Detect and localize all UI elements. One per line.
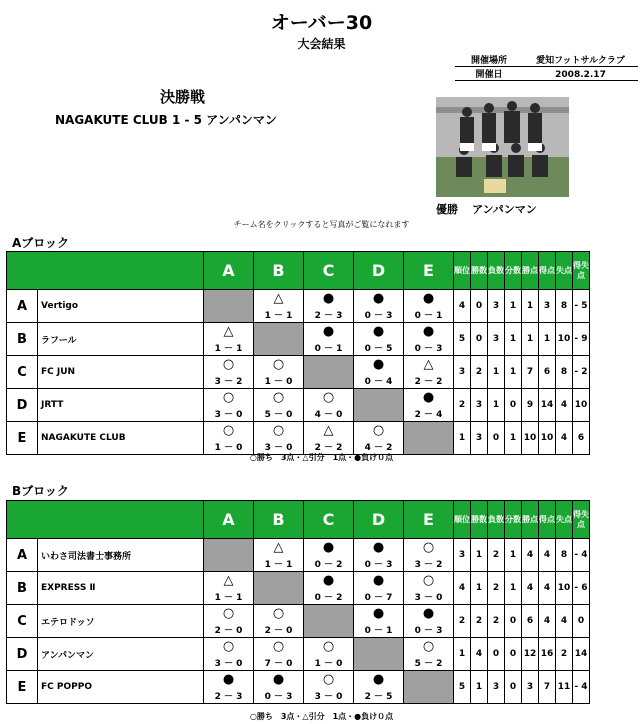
- match-score: 3 － 0: [214, 410, 243, 420]
- column-header: A: [204, 252, 254, 290]
- stat-cell: 3: [454, 539, 471, 572]
- stat-cell: 4: [539, 605, 556, 638]
- result-symbol: ○: [272, 423, 285, 438]
- match-cell: [404, 539, 454, 572]
- stat-cell: 0: [505, 638, 522, 671]
- match-cell: [254, 290, 304, 323]
- stat-cell: 4: [539, 539, 556, 572]
- table-header: [7, 252, 590, 290]
- self-match-cell: [254, 323, 304, 356]
- match-cell: [254, 539, 304, 572]
- match-cell: [254, 605, 304, 638]
- match-score: 0 － 2: [314, 593, 343, 603]
- stat-cell: 0: [488, 638, 505, 671]
- stat-header: 得失点: [573, 501, 590, 539]
- stat-cell: 0: [573, 605, 590, 638]
- result-symbol: ○: [322, 672, 335, 687]
- match-cell: [404, 638, 454, 671]
- result-symbol: ●: [272, 672, 285, 687]
- match-score: 2 － 0: [264, 626, 293, 636]
- stat-header: 勝数: [471, 501, 488, 539]
- venue-info: [455, 53, 638, 81]
- table-row: [7, 539, 590, 572]
- match-cell: [404, 605, 454, 638]
- column-header: C: [304, 252, 354, 290]
- result-symbol: ○: [422, 540, 435, 555]
- stat-header: 勝点: [522, 252, 539, 290]
- stat-cell: 2: [556, 638, 573, 671]
- result-symbol: ●: [322, 540, 335, 555]
- stat-cell: - 5: [573, 290, 590, 323]
- venue-row: [455, 53, 638, 67]
- standings-table: [6, 251, 590, 455]
- match-cell: [404, 572, 454, 605]
- stat-cell: 6: [539, 356, 556, 389]
- match-cell: [304, 671, 354, 704]
- result-symbol: △: [223, 324, 234, 339]
- match-score: 3 － 0: [314, 692, 343, 702]
- team-name-link[interactable]: いわさ司法書士事務所: [38, 539, 204, 572]
- standings-table: [6, 500, 590, 704]
- row-letter: E: [7, 671, 38, 704]
- match-cell: [354, 323, 404, 356]
- block-a-heading: Aブロック: [12, 236, 70, 250]
- table-row: [7, 290, 590, 323]
- stat-cell: 5: [454, 323, 471, 356]
- self-match-cell: [354, 389, 404, 422]
- match-score: 0 － 1: [414, 311, 443, 321]
- result-symbol: ●: [372, 672, 385, 687]
- result-symbol: ●: [372, 573, 385, 588]
- table-row: [7, 422, 590, 455]
- team-name-link[interactable]: EXPRESS Ⅱ: [38, 572, 204, 605]
- match-score: 1 － 1: [264, 560, 293, 570]
- stat-cell: 6: [573, 422, 590, 455]
- match-score: 2 － 2: [414, 377, 443, 387]
- result-symbol: ○: [422, 573, 435, 588]
- match-cell: [204, 605, 254, 638]
- match-cell: [354, 605, 404, 638]
- team-name-link[interactable]: アンパンマン: [38, 638, 204, 671]
- result-symbol: ○: [322, 639, 335, 654]
- match-cell: [204, 356, 254, 389]
- stat-cell: 1: [505, 422, 522, 455]
- match-cell: [354, 356, 404, 389]
- final-heading: 決勝戦: [160, 88, 206, 106]
- match-score: 0 － 3: [264, 692, 293, 702]
- stat-cell: 0: [488, 422, 505, 455]
- team-name-link[interactable]: JRTT: [38, 389, 204, 422]
- column-header: C: [304, 501, 354, 539]
- team-name-link[interactable]: NAGAKUTE CLUB: [38, 422, 204, 455]
- block-a-legend: ○勝ち 3点・△引分 1点・●負け０点: [249, 453, 394, 462]
- stat-cell: 1: [488, 389, 505, 422]
- match-cell: [354, 671, 404, 704]
- self-match-cell: [254, 572, 304, 605]
- match-score: 1 － 1: [264, 311, 293, 321]
- match-score: 3 － 0: [414, 593, 443, 603]
- team-name-link[interactable]: FC JUN: [38, 356, 204, 389]
- match-cell: [354, 539, 404, 572]
- match-cell: [304, 422, 354, 455]
- self-match-cell: [304, 356, 354, 389]
- stat-cell: 4: [522, 572, 539, 605]
- stat-header: 勝数: [471, 252, 488, 290]
- block-b-heading: Bブロック: [12, 484, 69, 498]
- result-symbol: △: [423, 357, 434, 372]
- stat-cell: 0: [505, 389, 522, 422]
- stat-cell: 0: [505, 671, 522, 704]
- stat-cell: 4: [539, 572, 556, 605]
- match-cell: [404, 290, 454, 323]
- match-cell: [404, 389, 454, 422]
- stat-cell: 4: [556, 389, 573, 422]
- match-cell: [204, 638, 254, 671]
- table-row: [7, 356, 590, 389]
- match-score: 1 － 0: [314, 659, 343, 669]
- result-symbol: ○: [272, 606, 285, 621]
- stat-cell: 1: [471, 671, 488, 704]
- match-cell: [254, 389, 304, 422]
- header-blank: [7, 252, 204, 290]
- match-score: 5 － 2: [414, 659, 443, 669]
- date-label: 開催日: [475, 70, 503, 80]
- stat-header: 失点: [556, 252, 573, 290]
- match-cell: [204, 572, 254, 605]
- stat-cell: 2: [488, 539, 505, 572]
- stat-cell: 1: [488, 356, 505, 389]
- row-letter: E: [7, 422, 38, 455]
- stat-cell: 3: [454, 356, 471, 389]
- row-letter: C: [7, 605, 38, 638]
- stat-cell: - 9: [573, 323, 590, 356]
- column-header: A: [204, 501, 254, 539]
- table-row: [7, 323, 590, 356]
- match-score: 4 － 0: [314, 410, 343, 420]
- stat-header: 負数: [488, 252, 505, 290]
- header-blank: [7, 501, 204, 539]
- result-symbol: ●: [322, 291, 335, 306]
- result-symbol: ○: [372, 423, 385, 438]
- match-score: 0 － 3: [414, 626, 443, 636]
- stat-header: 得点: [539, 252, 556, 290]
- stat-cell: 1: [539, 323, 556, 356]
- date-row: [455, 67, 638, 81]
- stat-cell: 10: [539, 422, 556, 455]
- match-cell: [404, 323, 454, 356]
- stat-cell: 0: [471, 290, 488, 323]
- column-header: D: [354, 501, 404, 539]
- venue-label: 開催場所: [470, 56, 507, 66]
- table-row: [7, 572, 590, 605]
- row-letter: A: [7, 290, 38, 323]
- result-symbol: ○: [422, 639, 435, 654]
- stat-cell: - 2: [573, 356, 590, 389]
- result-symbol: ○: [222, 639, 235, 654]
- team-name-link[interactable]: エテロドッソ: [38, 605, 204, 638]
- match-score: 2 － 2: [314, 443, 343, 453]
- match-score: 0 － 1: [314, 344, 343, 354]
- team-name-link[interactable]: FC POPPO: [38, 671, 204, 704]
- table-row: [7, 605, 590, 638]
- match-score: 0 － 2: [314, 560, 343, 570]
- match-score: 7 － 0: [264, 659, 293, 669]
- stat-cell: 9: [522, 389, 539, 422]
- result-symbol: ●: [372, 357, 385, 372]
- self-match-cell: [204, 290, 254, 323]
- match-cell: [204, 323, 254, 356]
- match-cell: [254, 356, 304, 389]
- self-match-cell: [404, 422, 454, 455]
- result-symbol: ○: [222, 390, 235, 405]
- stat-cell: 1: [505, 323, 522, 356]
- column-header: E: [404, 252, 454, 290]
- page-title: オーバー30: [270, 12, 373, 34]
- result-symbol: △: [223, 573, 234, 588]
- match-score: 1 － 1: [214, 593, 243, 603]
- stat-cell: 7: [539, 671, 556, 704]
- match-cell: [204, 422, 254, 455]
- self-match-cell: [354, 638, 404, 671]
- match-cell: [354, 422, 404, 455]
- self-match-cell: [204, 539, 254, 572]
- stat-cell: - 4: [573, 539, 590, 572]
- match-score: 2 － 5: [364, 692, 393, 702]
- result-symbol: ○: [222, 606, 235, 621]
- match-score: 0 － 1: [364, 626, 393, 636]
- photo-note: チーム名をクリックすると写真がご覧になれます: [233, 220, 410, 229]
- block-b-legend: ○勝ち 3点・△引分 1点・●負け０点: [249, 712, 394, 721]
- match-score: 0 － 3: [364, 560, 393, 570]
- result-symbol: ○: [272, 390, 285, 405]
- column-header: B: [254, 252, 304, 290]
- stat-header: 勝点: [522, 501, 539, 539]
- stat-cell: 5: [454, 671, 471, 704]
- match-score: 3 － 2: [414, 560, 443, 570]
- match-cell: [254, 422, 304, 455]
- match-cell: [304, 323, 354, 356]
- stat-cell: 12: [522, 638, 539, 671]
- match-cell: [354, 290, 404, 323]
- stat-cell: 1: [505, 572, 522, 605]
- table-header: [7, 501, 590, 539]
- stat-cell: 6: [522, 605, 539, 638]
- result-symbol: ○: [222, 423, 235, 438]
- stat-cell: 2: [454, 605, 471, 638]
- stat-cell: 3: [488, 290, 505, 323]
- stat-cell: 1: [505, 356, 522, 389]
- stat-cell: 4: [522, 539, 539, 572]
- match-cell: [304, 572, 354, 605]
- row-letter: B: [7, 323, 38, 356]
- stat-cell: 1: [471, 539, 488, 572]
- stat-cell: 2: [454, 389, 471, 422]
- match-score: 0 － 4: [364, 377, 393, 387]
- row-letter: A: [7, 539, 38, 572]
- table-row: [7, 389, 590, 422]
- final-result: NAGAKUTE CLUB 1 - 5 アンパンマン: [55, 113, 277, 127]
- team-photo-image: [436, 97, 569, 197]
- result-symbol: ●: [222, 672, 235, 687]
- match-score: 1 － 0: [264, 377, 293, 387]
- venue-value: 愛知フットサルクラブ: [536, 56, 625, 66]
- row-letter: B: [7, 572, 38, 605]
- stat-cell: 4: [454, 572, 471, 605]
- result-symbol: ○: [222, 357, 235, 372]
- match-cell: [304, 389, 354, 422]
- match-score: 3 － 2: [214, 377, 243, 387]
- team-photo[interactable]: [436, 97, 569, 197]
- stat-cell: 8: [556, 356, 573, 389]
- result-symbol: △: [273, 291, 284, 306]
- result-symbol: ●: [372, 606, 385, 621]
- stat-cell: 3: [471, 422, 488, 455]
- match-score: 1 － 1: [214, 344, 243, 354]
- team-name-link[interactable]: Vertigo: [38, 290, 204, 323]
- match-cell: [304, 290, 354, 323]
- match-score: 5 － 0: [264, 410, 293, 420]
- row-letter: D: [7, 389, 38, 422]
- self-match-cell: [304, 605, 354, 638]
- stat-cell: 1: [454, 422, 471, 455]
- stat-cell: 4: [471, 638, 488, 671]
- result-symbol: ●: [422, 390, 435, 405]
- self-match-cell: [404, 671, 454, 704]
- stat-cell: - 6: [573, 572, 590, 605]
- stat-cell: 4: [556, 605, 573, 638]
- stat-cell: 1: [505, 539, 522, 572]
- match-score: 2 － 3: [314, 311, 343, 321]
- stat-cell: 1: [522, 290, 539, 323]
- table-row: [7, 671, 590, 704]
- stat-cell: 4: [454, 290, 471, 323]
- stat-cell: 1: [522, 323, 539, 356]
- stat-cell: 1: [471, 572, 488, 605]
- result-symbol: ●: [422, 291, 435, 306]
- stat-cell: 3: [488, 323, 505, 356]
- match-score: 0 － 5: [364, 344, 393, 354]
- stat-header: 順位: [454, 501, 471, 539]
- stat-cell: 0: [505, 605, 522, 638]
- stat-cell: 2: [488, 605, 505, 638]
- stat-cell: 10: [522, 422, 539, 455]
- match-score: 0 － 3: [414, 344, 443, 354]
- stat-header: 順位: [454, 252, 471, 290]
- page-subtitle: 大会結果: [297, 37, 346, 51]
- winner-label: 優勝: [436, 203, 458, 216]
- stat-cell: 16: [539, 638, 556, 671]
- match-score: 2 － 3: [214, 692, 243, 702]
- column-header: B: [254, 501, 304, 539]
- match-score: 1 － 0: [214, 443, 243, 453]
- column-header: E: [404, 501, 454, 539]
- team-name-link[interactable]: ラフール: [38, 323, 204, 356]
- stat-cell: 8: [556, 539, 573, 572]
- date-value: 2008.2.17: [555, 70, 606, 80]
- result-symbol: ○: [272, 357, 285, 372]
- result-symbol: ○: [322, 390, 335, 405]
- stat-header: 失点: [556, 501, 573, 539]
- stat-cell: 0: [471, 323, 488, 356]
- winner-caption: [436, 201, 551, 217]
- result-symbol: ●: [422, 606, 435, 621]
- stat-cell: 2: [471, 605, 488, 638]
- match-cell: [204, 671, 254, 704]
- stat-cell: 3: [522, 671, 539, 704]
- stat-cell: - 4: [573, 671, 590, 704]
- stat-cell: 7: [522, 356, 539, 389]
- match-cell: [304, 539, 354, 572]
- match-score: 0 － 7: [364, 593, 393, 603]
- match-score: 2 － 4: [414, 410, 443, 420]
- stat-header: 得点: [539, 501, 556, 539]
- table-row: [7, 638, 590, 671]
- result-symbol: ●: [322, 573, 335, 588]
- match-cell: [254, 671, 304, 704]
- match-score: 3 － 0: [214, 659, 243, 669]
- stat-cell: 4: [556, 422, 573, 455]
- match-cell: [304, 638, 354, 671]
- stat-cell: 8: [556, 290, 573, 323]
- result-symbol: ●: [372, 540, 385, 555]
- match-score: 2 － 0: [214, 626, 243, 636]
- result-symbol: ○: [272, 639, 285, 654]
- column-header: D: [354, 252, 404, 290]
- match-cell: [254, 638, 304, 671]
- stat-cell: 14: [573, 638, 590, 671]
- result-symbol: ●: [372, 324, 385, 339]
- stat-cell: 10: [556, 572, 573, 605]
- row-letter: C: [7, 356, 38, 389]
- stat-cell: 1: [454, 638, 471, 671]
- row-letter: D: [7, 638, 38, 671]
- stat-cell: 2: [488, 572, 505, 605]
- stat-cell: 1: [505, 290, 522, 323]
- match-cell: [204, 389, 254, 422]
- stat-header: 分数: [505, 252, 522, 290]
- stat-cell: 10: [573, 389, 590, 422]
- result-symbol: ●: [372, 291, 385, 306]
- result-symbol: △: [273, 540, 284, 555]
- stat-header: 得失点: [573, 252, 590, 290]
- match-score: 0 － 3: [364, 311, 393, 321]
- match-score: 3 － 0: [264, 443, 293, 453]
- stat-cell: 3: [471, 389, 488, 422]
- stat-cell: 11: [556, 671, 573, 704]
- stat-cell: 3: [488, 671, 505, 704]
- match-score: 4 － 2: [364, 443, 393, 453]
- result-symbol: △: [323, 423, 334, 438]
- result-symbol: ●: [322, 324, 335, 339]
- match-cell: [354, 572, 404, 605]
- stat-cell: 14: [539, 389, 556, 422]
- match-cell: [404, 356, 454, 389]
- winner-team: アンパンマン: [472, 203, 537, 216]
- stat-cell: 10: [556, 323, 573, 356]
- stat-header: 分数: [505, 501, 522, 539]
- stat-cell: 2: [471, 356, 488, 389]
- stat-cell: 3: [539, 290, 556, 323]
- result-symbol: ●: [422, 324, 435, 339]
- stat-header: 負数: [488, 501, 505, 539]
